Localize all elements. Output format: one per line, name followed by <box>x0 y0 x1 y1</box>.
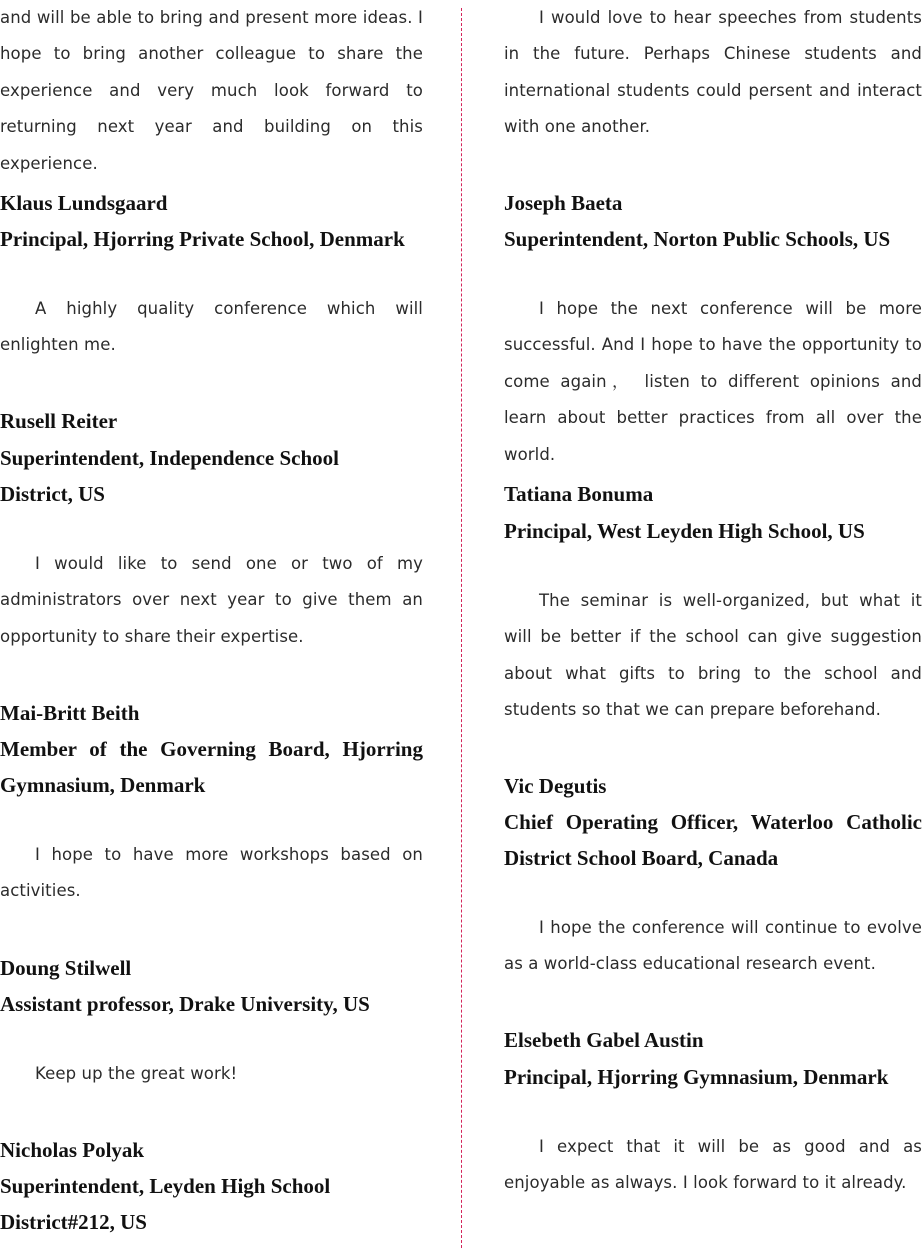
testimonial-name: Klaus Lundsgaard <box>0 191 168 215</box>
testimonial-quote: I hope the next conference will be more successful. And I hope to have the opportunity to come again， listen to different opinions and learn about better practices from all over the world. <box>504 299 922 464</box>
testimonial-title: Assistant professor, Drake University, US <box>0 992 370 1016</box>
testimonial-title: Member of the Governing Board, Hjorring Gymnasium, Denmark <box>0 737 423 798</box>
testimonial-title: Principal, Hjorring Gymnasium, Denmark <box>504 1065 889 1089</box>
testimonial-quote: Keep up the great work! <box>35 1064 238 1083</box>
testimonial-name: Elsebeth Gabel Austin <box>504 1028 704 1052</box>
testimonial-title: Chief Operating Officer, Waterloo Catholic District School Board, Canada <box>504 810 922 871</box>
testimonial-quote: I hope to have more workshops based on activities. <box>0 845 423 901</box>
testimonial-quote: The seminar is well-organized, but what it will be better if the school can give suggestion about what gifts to bring to the school and students so that we can prepare beforehand. <box>504 591 922 720</box>
testimonial-title: Superintendent, Norton Public Schools, US <box>504 227 891 251</box>
testimonial-name: Rusell Reiter <box>0 409 118 433</box>
testimonial-name: Nicholas Polyak <box>0 1138 145 1162</box>
testimonial-name: Vic Degutis <box>504 774 607 798</box>
testimonial-title: Superintendent, Leyden High School District#212, US <box>0 1174 331 1235</box>
testimonial-quote: I expect that it will be as good and as enjoyable as always. I look forward to it already. <box>504 1137 922 1193</box>
testimonial-quote: I hope the conference will continue to evolve as a world-class educational research event. <box>504 918 922 974</box>
testimonial-name: Tatiana Bonuma <box>504 482 654 506</box>
intro-paragraph: and will be able to bring and present more ideas. I hope to bring another colleague to share the experience and very much look forward to returning next year and building on this experience. <box>0 8 423 173</box>
testimonial-title: Principal, Hjorring Private School, Denmark <box>0 227 405 251</box>
testimonial-quote: A highly quality conference which will enlighten me. <box>0 299 423 355</box>
testimonial-title: Principal, West Leyden High School, US <box>504 519 865 543</box>
intro-paragraph: I would love to hear speeches from students in the future. Perhaps Chinese students and international students could persent and interact with one another. <box>504 8 922 137</box>
testimonial-name: Joseph Baeta <box>504 191 623 215</box>
testimonial-title: Superintendent, Independence School District, US <box>0 446 339 507</box>
testimonial-name: Doung Stilwell <box>0 956 132 980</box>
column-divider <box>461 8 462 1248</box>
testimonial-quote: I would like to send one or two of my administrators over next year to give them an opportunity to share their expertise. <box>0 554 423 646</box>
testimonial-name: Mai-Britt Beith <box>0 701 140 725</box>
